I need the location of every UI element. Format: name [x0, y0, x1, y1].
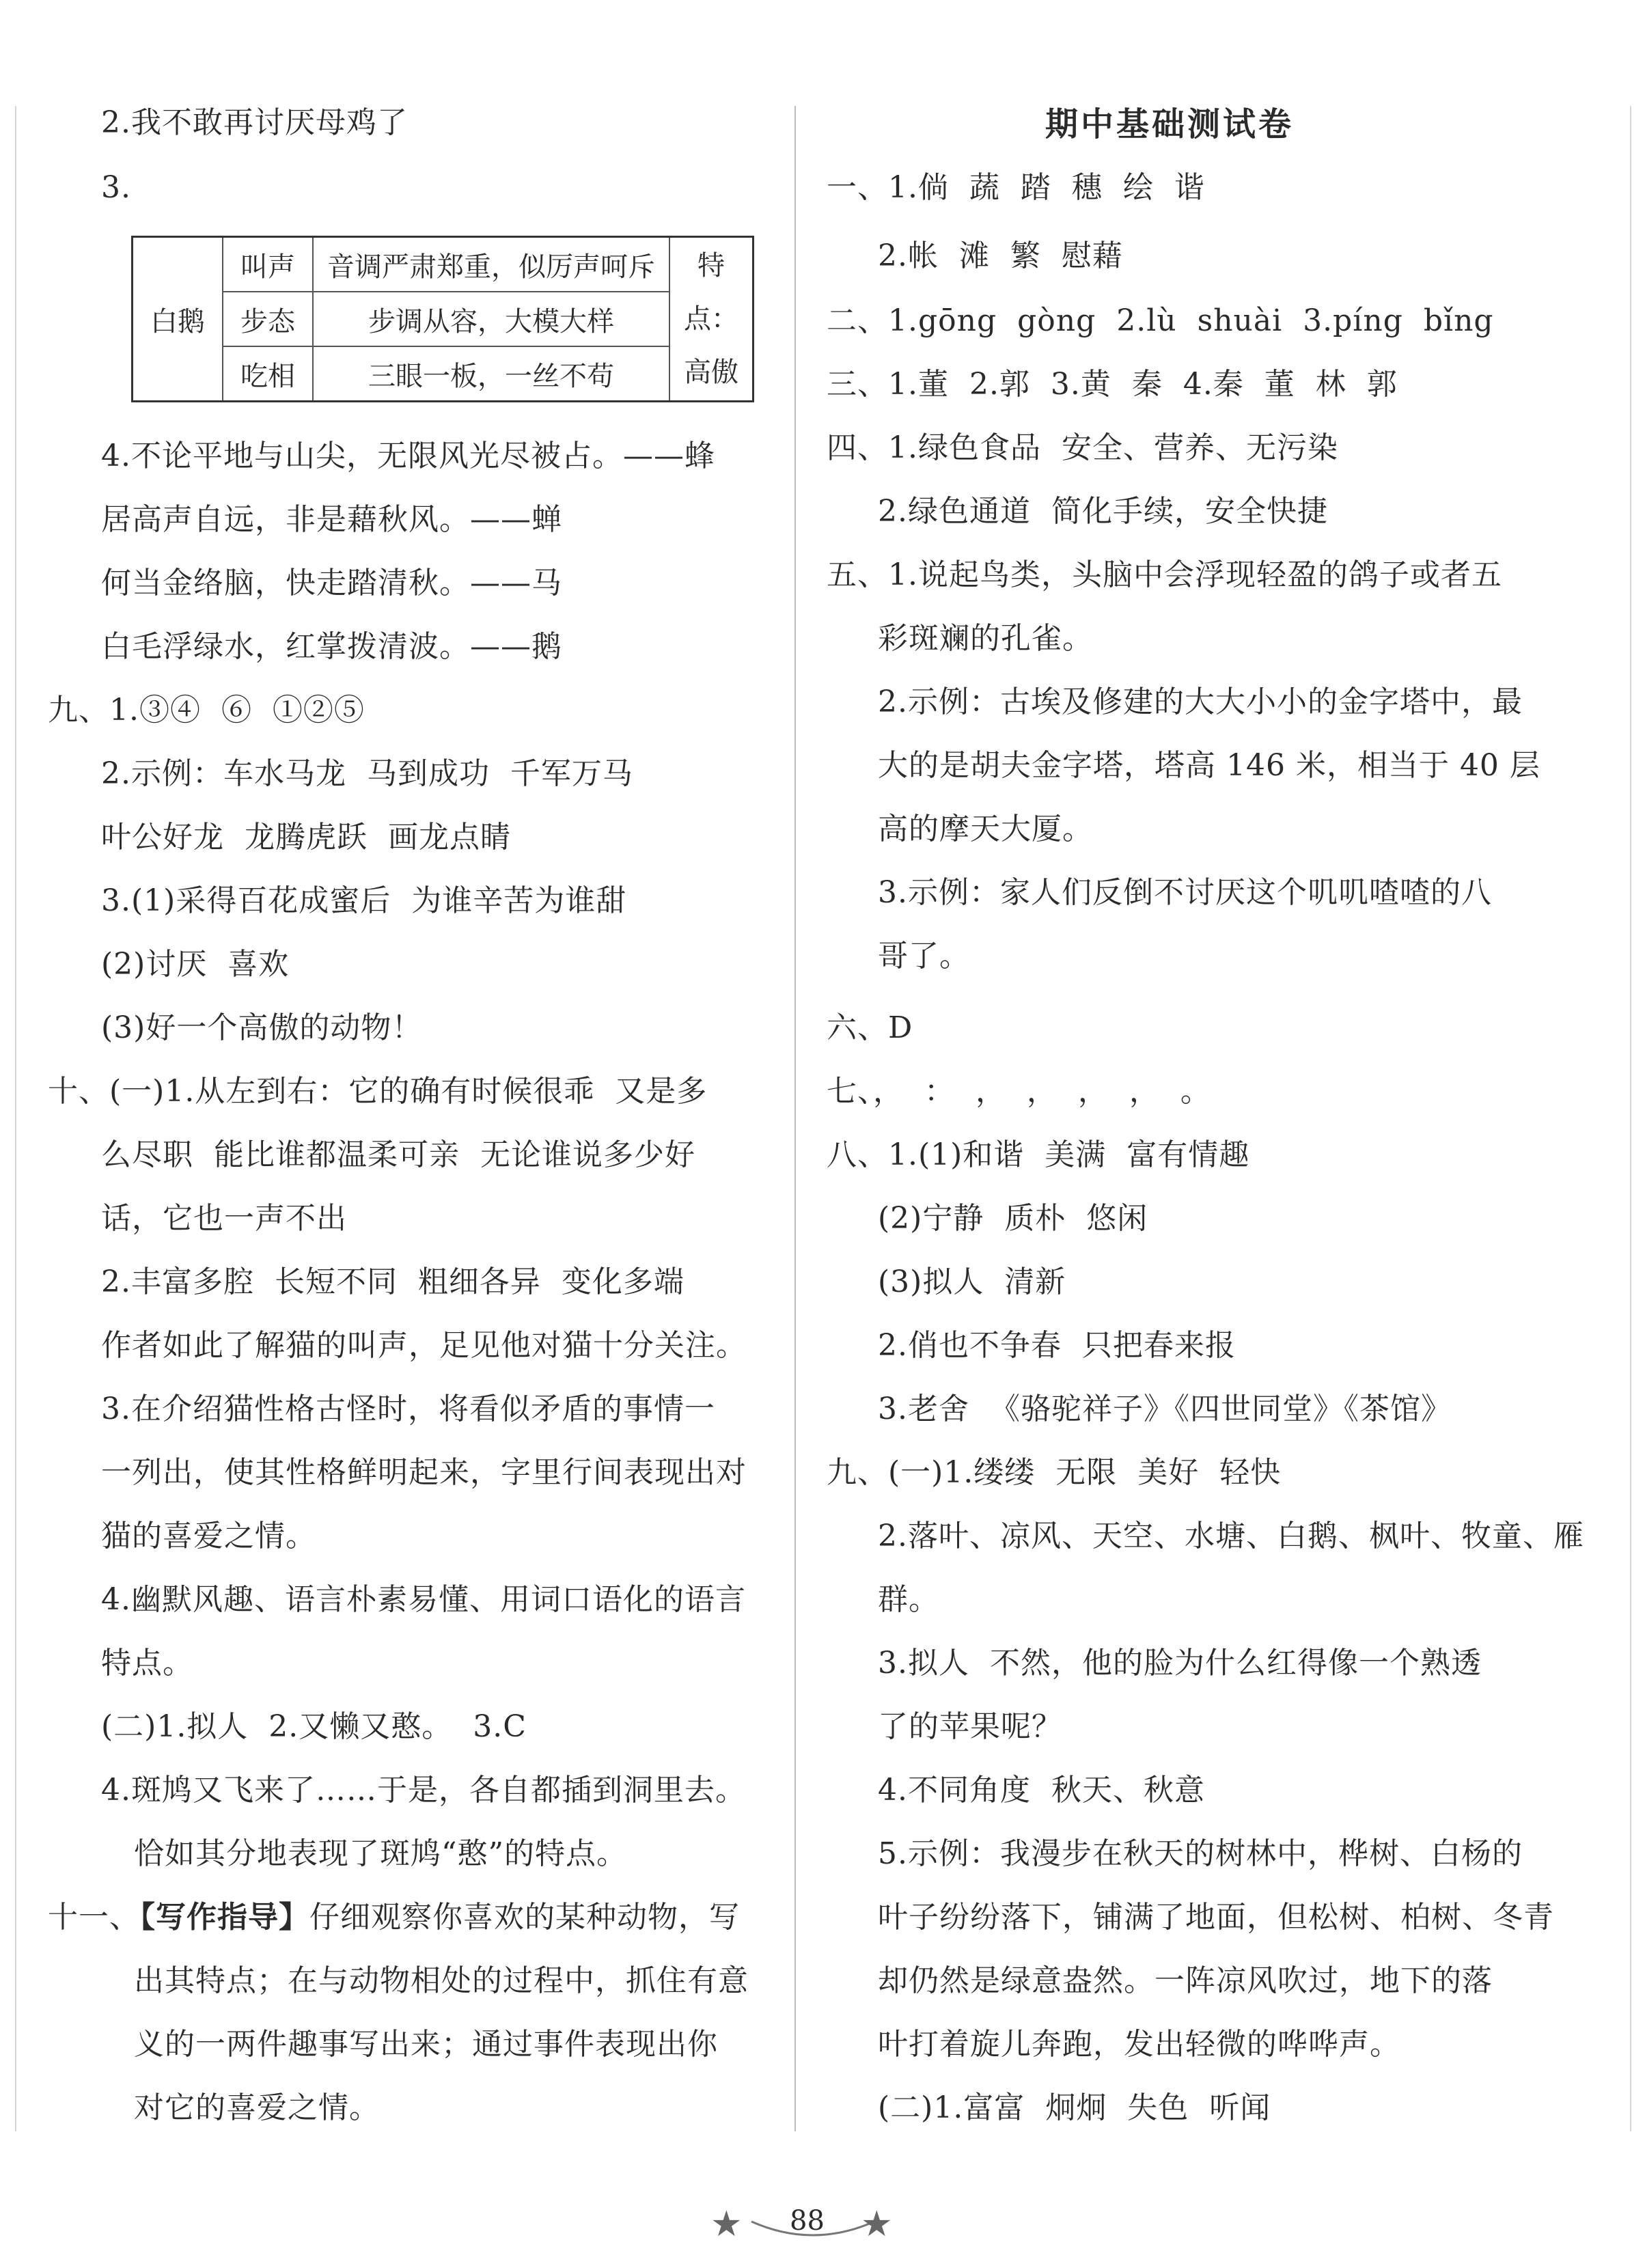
answer-line: 4.幽默风趣、语言朴素易懂、用词口语化的语言: [101, 1582, 746, 1617]
answer-line: 3.示例：家人们反倒不讨厌这个叽叽喳喳的八: [878, 875, 1492, 910]
answer-line: 二、1.gōng gòng 2.lù shuài 3.píng bǐng: [827, 303, 1494, 338]
table-row-label: 吃相: [223, 346, 313, 402]
answer-line: 何当金络脑，快走踏清秋。——马: [101, 566, 562, 600]
answer-line: 3.(1)采得百花成蜜后 为谁辛苦为谁甜: [101, 883, 627, 918]
answer-line: 叶打着旋儿奔跑，发出轻微的哗哗声。: [878, 2027, 1400, 2062]
answer-line: 白毛浮绿水，红掌拨清波。——鹅: [101, 629, 562, 664]
right-margin-line: [1630, 106, 1631, 2131]
answer-line: 特点。: [101, 1646, 193, 1681]
answer-line: 叶公好龙 龙腾虎跃 画龙点睛: [101, 820, 511, 855]
answer-line: (二)1.富富 炯炯 失色 听闻: [878, 2090, 1271, 2125]
answer-line: 九、(一)1.缕缕 无限 美好 轻快: [827, 1455, 1282, 1490]
answer-line: 2.丰富多腔 长短不同 粗细各异 变化多端: [101, 1264, 685, 1299]
table-head: 白鹅: [133, 237, 223, 402]
answer-line: 3.: [101, 170, 131, 205]
star-icon: ★: [710, 2204, 743, 2245]
answer-line: 大的是胡夫金字塔，塔高 146 米，相当于 40 层: [878, 748, 1540, 783]
page-number: 88: [790, 2205, 825, 2237]
answer-line: 六、D: [827, 1010, 913, 1045]
answer-line: 五、1.说起鸟类，头脑中会浮现轻盈的鸽子或者五: [827, 557, 1502, 592]
answer-line: (3)拟人 清新: [878, 1264, 1066, 1299]
answer-line: 4.不同角度 秋天、秋意: [878, 1773, 1205, 1808]
answer-line: 恰如其分地表现了斑鸠“憨”的特点。: [134, 1836, 627, 1871]
section-label: 十一、: [48, 1900, 140, 1935]
answer-line: 2.我不敢再讨厌母鸡了: [101, 105, 408, 140]
answer-line: 八、1.(1)和谐 美满 富有情趣: [827, 1137, 1250, 1172]
table-row-text: 步调从容，大模大样: [313, 292, 669, 346]
answer-line: 对它的喜爱之情。: [134, 2090, 380, 2125]
table-summary: [669, 237, 754, 402]
answer-line: (二)1.拟人 2.又懒又憨。 3.C: [101, 1709, 527, 1744]
answer-line: 2.俏也不争春 只把春来报: [878, 1328, 1236, 1363]
answer-line: 4.斑鸠又飞来了……于是，各自都插到洞里去。: [101, 1773, 746, 1808]
answer-line: 么尽职 能比谁都温柔可亲 无论谁说多少好: [101, 1137, 695, 1172]
answer-line: 一、1.倘 蔬 踏 穗 绘 谐: [827, 170, 1205, 205]
answer-line: (2)讨厌 喜欢: [101, 947, 290, 982]
table-row-text: 三眼一板，一丝不苟: [313, 346, 669, 402]
answer-line: 3.在介绍猫性格古怪时，将看似矛盾的事情一: [101, 1392, 715, 1426]
answer-line: 了的苹果呢？: [878, 1709, 1062, 1744]
answer-line: 猫的喜爱之情。: [101, 1519, 316, 1553]
goose-table: [131, 236, 754, 402]
answer-line: 作者如此了解猫的叫声，足见他对猫十分关注。: [101, 1328, 747, 1363]
table-summary-value: 高傲: [684, 357, 738, 388]
answer-line: 彩斑斓的孔雀。: [878, 621, 1093, 656]
answer-line: 2.落叶、凉风、天空、水塘、白鹅、枫叶、牧童、雁: [878, 1519, 1584, 1553]
answer-line: [48, 1897, 740, 1938]
table-row-text: 音调严肃郑重，似厉声呵斥: [313, 237, 669, 292]
answer-line: 5.示例：我漫步在秋天的树林中，桦树、白杨的: [878, 1836, 1523, 1871]
answer-line: 话，它也一声不出: [101, 1201, 347, 1236]
answer-line: 高的摩天大厦。: [878, 812, 1093, 846]
writing-guide-label: 【写作指导】: [140, 1900, 309, 1935]
answer-line: 四、1.绿色食品 安全、营养、无污染: [827, 430, 1338, 465]
answer-line: (2)宁静 质朴 悠闲: [878, 1201, 1148, 1236]
answer-line: (3)好一个高傲的动物！: [101, 1010, 423, 1045]
answer-line: 3.老舍 《骆驼祥子》《四世同堂》《茶馆》: [878, 1392, 1452, 1426]
answer-line: 叶子纷纷落下，铺满了地面，但松树、柏树、冬青: [878, 1900, 1554, 1935]
star-icon: ★: [861, 2204, 893, 2245]
answer-line: 2.示例：古埃及修建的大大小小的金字塔中，最: [878, 684, 1523, 719]
answer-line: 2.绿色通道 简化手续，安全快捷: [878, 494, 1328, 529]
left-margin-line: [15, 106, 16, 2131]
answer-line: 十、(一)1.从左到右：它的确有时候很乖 又是多: [48, 1074, 708, 1109]
answer-line: 一列出，使其性格鲜明起来，字里行间表现出对: [101, 1455, 747, 1490]
answer-line: 九、1.③④ ⑥ ①②⑤: [48, 693, 365, 728]
answer-line: 哥了。: [878, 939, 970, 973]
page-title: 期中基础测试卷: [1045, 105, 1295, 143]
answer-line: 三、1.董 2.郭 3.黄 秦 4.秦 董 林 郭: [827, 367, 1398, 402]
table-row-label: 叫声: [223, 237, 313, 292]
answer-line: 群。: [878, 1582, 939, 1617]
writing-guide-text: 仔细观察你喜欢的某种动物，写: [309, 1900, 740, 1935]
answer-line: 2.示例：车水马龙 马到成功 千军万马: [101, 756, 633, 791]
answer-line: 出其特点；在与动物相处的过程中，抓住有意: [134, 1963, 749, 1998]
column-divider: [794, 106, 796, 2131]
answer-line: 七、， ： ， ， ， ， 。: [827, 1074, 1211, 1109]
answer-line: 居高声自远，非是藉秋风。——蝉: [101, 502, 562, 537]
answer-line: 3.拟人 不然，他的脸为什么红得像一个熟透: [878, 1646, 1482, 1681]
table-row-label: 步态: [223, 292, 313, 346]
answer-line: 义的一两件趣事写出来；通过事件表现出你: [134, 2027, 718, 2062]
table-summary-label: 特点：: [684, 250, 738, 335]
answer-line: 4.不论平地与山尖，无限风光尽被占。——蜂: [101, 439, 715, 473]
answer-line: 却仍然是绿意盎然。一阵凉风吹过，地下的落: [878, 1963, 1493, 1998]
answer-line: 2.帐 滩 繁 慰藉: [878, 238, 1123, 273]
